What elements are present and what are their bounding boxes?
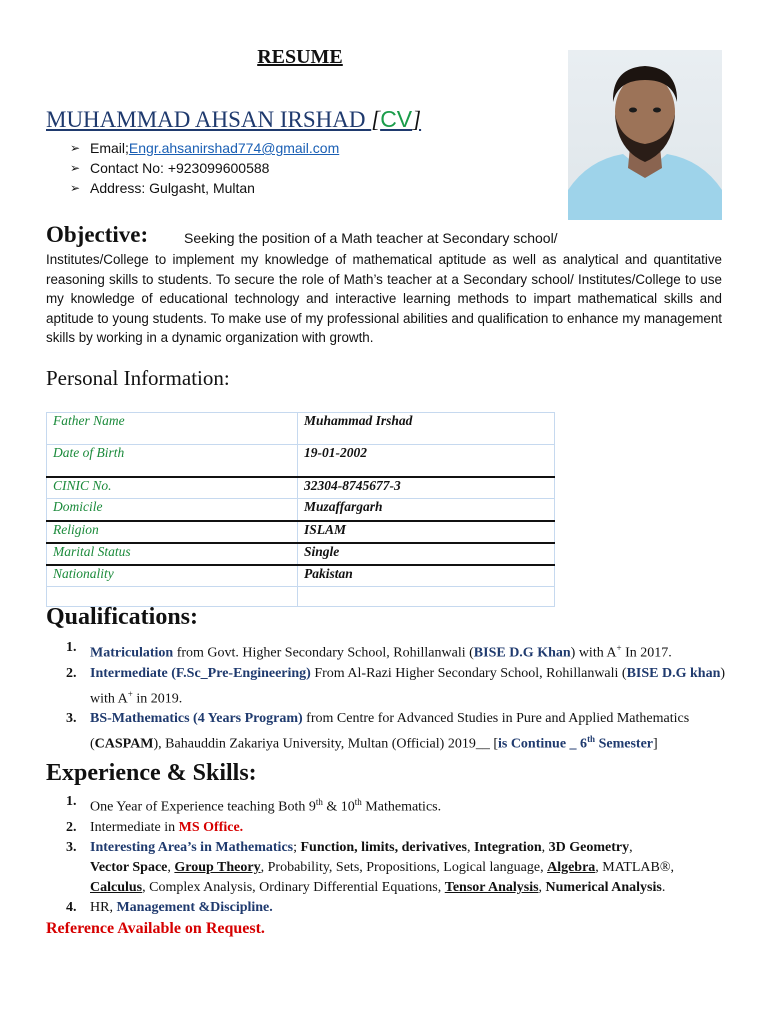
grade-text: ) with A xyxy=(570,645,617,661)
item-number: 2. xyxy=(66,819,77,835)
qualifications-heading: Qualifications: xyxy=(46,604,199,630)
email-link[interactable]: Engr.ahsanirshad774@gmail.com xyxy=(128,140,340,156)
bracket-close: ] xyxy=(653,736,658,752)
item-number: 4. xyxy=(66,899,77,915)
item-number: 1. xyxy=(66,794,77,809)
text-part: Intermediate in xyxy=(90,819,179,835)
text-part: One Year of Experience teaching Both 9 xyxy=(90,799,316,815)
institution-text: From Al-Razi Higher Secondary School, Rohillanwali ( xyxy=(310,665,627,681)
item-number: 3. xyxy=(66,839,77,855)
experience-heading: Experience & Skills: xyxy=(46,760,257,786)
topic: Function, limits, derivatives xyxy=(300,839,467,855)
table-row xyxy=(47,543,555,565)
topic: Group Theory xyxy=(174,859,261,875)
interest-label: Interesting Area’s in Mathematics xyxy=(90,839,294,855)
sup-part: th xyxy=(354,797,362,807)
sep: . xyxy=(661,879,666,895)
row-key: Nationality xyxy=(47,565,298,587)
board-name: BISE D.G Khan xyxy=(473,645,571,661)
topic: Integration xyxy=(473,839,542,855)
topic: Algebra xyxy=(547,859,596,875)
institution-text: from Centre for Advanced Studies in Pure and Applied Mathematics ( xyxy=(90,711,690,752)
sep: , xyxy=(466,839,474,855)
management-text: Management &Discipline. xyxy=(116,899,273,915)
status-sup: th xyxy=(587,734,596,745)
table-row xyxy=(47,445,555,477)
sup-part: th xyxy=(315,797,323,807)
table-row xyxy=(47,499,555,521)
semester-text: Semester xyxy=(598,736,653,752)
item-text xyxy=(90,638,672,664)
list-item xyxy=(66,818,736,838)
objective-first-line: Seeking the position of a Math teacher at Secondary school/ xyxy=(184,230,558,246)
list-item xyxy=(66,638,736,664)
year-text: In 2017. xyxy=(621,645,672,661)
contact-phone xyxy=(70,158,339,178)
topic: Tensor Analysis xyxy=(444,879,539,895)
year-text: in 2019. xyxy=(132,691,183,707)
topic: Vector Space xyxy=(90,859,168,875)
grade-text: ) with A xyxy=(90,665,726,707)
institute-abbr: CASPAM xyxy=(94,736,154,752)
institution-text: from Govt. Higher Secondary School, Rohillanwali ( xyxy=(173,645,474,661)
cv-bracket-close: ] xyxy=(412,107,422,132)
reference-note: Reference Available on Request. xyxy=(46,920,265,937)
personal-info-heading: Personal Information: xyxy=(46,366,230,390)
objective-heading: Objective: xyxy=(46,222,149,247)
table-row xyxy=(47,521,555,543)
list-item xyxy=(66,898,736,918)
contact-list xyxy=(70,138,339,198)
topic: 3D Geometry xyxy=(548,839,630,855)
sep: , MATLAB®, xyxy=(595,859,674,875)
item-text xyxy=(90,664,736,710)
full-name: MUHAMMAD AHSAN IRSHAD xyxy=(46,107,366,132)
sep: ; xyxy=(293,839,301,855)
grade-sup: + xyxy=(616,643,622,653)
list-item xyxy=(66,664,736,710)
name-heading xyxy=(46,106,421,133)
resume-title: RESUME xyxy=(257,46,343,68)
sep: , xyxy=(629,839,633,855)
text-part: HR, xyxy=(90,899,117,915)
row-key: Religion xyxy=(47,521,298,543)
profile-photo xyxy=(568,50,722,220)
phone-text: Contact No: +923099600588 xyxy=(90,160,270,176)
row-key: Domicile xyxy=(47,499,298,521)
sep: , xyxy=(538,879,546,895)
text-part: & 10 xyxy=(322,799,355,815)
personal-info-table xyxy=(46,412,555,607)
degree-name: Intermediate (F.Sc_Pre-Engineering) xyxy=(90,665,311,681)
arrow-bullet-icon: ➢ xyxy=(70,141,81,155)
cv-bracket-open: [ xyxy=(371,107,381,132)
topic: Calculus xyxy=(90,879,143,895)
degree-name: Matriculation xyxy=(90,645,174,661)
item-number: 2. xyxy=(66,665,77,681)
list-item xyxy=(66,792,736,818)
experience-list xyxy=(66,792,736,918)
sep: , xyxy=(541,839,549,855)
table-row xyxy=(47,413,555,445)
arrow-bullet-icon: ➢ xyxy=(70,161,81,175)
item-text xyxy=(90,898,273,918)
item-number: 3. xyxy=(66,711,77,727)
item-text xyxy=(90,709,736,755)
item-text xyxy=(90,792,441,818)
sep: , Complex Analysis, Ordinary Differential Equations, xyxy=(142,879,445,895)
board-name: BISE D.G khan xyxy=(626,665,721,681)
grade-sup: + xyxy=(127,688,133,699)
contact-email xyxy=(70,138,339,158)
row-value: 32304-8745677-3 xyxy=(298,477,555,499)
item-number: 1. xyxy=(66,640,77,655)
contact-address xyxy=(70,178,339,198)
qualifications-list xyxy=(66,638,736,755)
row-value: Pakistan xyxy=(298,565,555,587)
email-label: Email; xyxy=(90,140,129,156)
row-value: ISLAM xyxy=(298,521,555,543)
row-key: Father Name xyxy=(47,413,298,445)
row-value: Single xyxy=(298,543,555,565)
ms-office-text: MS Office. xyxy=(178,819,244,835)
row-value-empty xyxy=(298,587,555,607)
address-text: Address: Gulgasht, Multan xyxy=(90,180,255,196)
topic: Numerical Analysis xyxy=(545,879,662,895)
table-row xyxy=(47,477,555,499)
university-text: ), Bahauddin Zakariya University, Multan (Official) 2019__ [ xyxy=(153,736,498,752)
sep: , Probability, Sets, Propositions, Logical language, xyxy=(260,859,548,875)
text-part: Mathematics. xyxy=(361,799,442,815)
row-key: Date of Birth xyxy=(47,445,298,477)
status-text: is Continue _ 6 xyxy=(497,736,588,752)
row-key: CINIC No. xyxy=(47,477,298,499)
item-text xyxy=(90,838,674,898)
sep: , xyxy=(167,859,175,875)
table-row xyxy=(47,565,555,587)
list-item xyxy=(66,838,736,898)
cv-label: CV xyxy=(380,106,413,132)
arrow-bullet-icon: ➢ xyxy=(70,181,81,195)
list-item xyxy=(66,709,736,755)
degree-name: BS-Mathematics (4 Years Program) xyxy=(90,711,303,727)
row-value: Muhammad Irshad xyxy=(298,413,555,445)
item-text xyxy=(90,818,243,838)
row-value: 19-01-2002 xyxy=(298,445,555,477)
row-value: Muzaffargarh xyxy=(298,499,555,521)
objective-body: Institutes/College to implement my knowledge of mathematical aptitude as well as analytical and quantitative reasoning skills to students. To secure the role of Math’s teacher at a Secondary school/ Institutes/College to use my knowledge of educational technology and interactive learning methods to impart mathematical skills and aptitude to young students. To make use of my professional abilities and qualification to enhance my management skills by working in a dynamic organization with growth. xyxy=(46,252,722,345)
row-key: Marital Status xyxy=(47,543,298,565)
